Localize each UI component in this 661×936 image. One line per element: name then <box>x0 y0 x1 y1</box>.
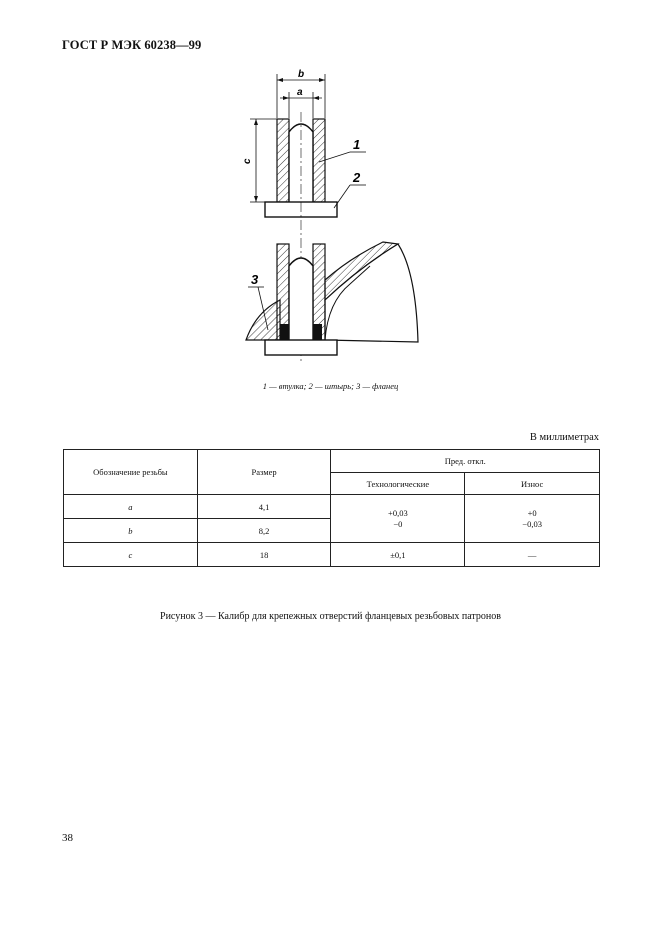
ab-wear-tolerance <box>465 495 600 543</box>
legend-number-2: 2 <box>308 381 313 391</box>
row-wear: — <box>465 543 600 567</box>
table-row <box>64 543 600 567</box>
document-header: ГОСТ Р МЭК 60238—99 <box>62 38 202 52</box>
figure-legend <box>0 381 661 391</box>
assembly-view <box>246 242 418 355</box>
legend-text-2: — штырь; <box>312 381 357 391</box>
ab-technological-tolerance <box>331 495 465 543</box>
header-size: Размер <box>197 450 331 495</box>
units-note: В миллиметрах <box>529 432 599 443</box>
callout-1 <box>319 137 366 162</box>
legend-text-1: — втулка; <box>266 381 309 391</box>
dimension-c-label: c <box>242 158 253 164</box>
ab-technological-upper: +0,03 <box>388 507 408 518</box>
table-row <box>64 495 600 519</box>
header-technological: Технологические <box>331 473 465 495</box>
header-wear: Износ <box>465 473 600 495</box>
legend-number-3: 3 <box>356 381 361 391</box>
dimension-b-label: b <box>298 69 305 80</box>
row-size: 8,2 <box>197 519 331 543</box>
row-technological: ±0,1 <box>331 543 465 567</box>
page-number: 38 <box>62 832 73 844</box>
figure-title: Рисунок 3 — Калибр для крепежных отверстий фланцевых резьбовых патронов <box>160 611 501 622</box>
row-size: 18 <box>197 543 331 567</box>
dimension-c <box>242 119 277 202</box>
row-designation: c <box>64 543 198 567</box>
gauge-drawing <box>220 62 450 362</box>
ab-wear-lower: −0,03 <box>522 518 542 529</box>
ab-wear-upper: +0 <box>527 507 537 518</box>
ab-technological-lower: −0 <box>393 518 403 529</box>
row-size: 4,1 <box>197 495 331 519</box>
legend-number-1: 1 <box>262 381 267 391</box>
callout-1-label: 1 <box>353 137 361 152</box>
callout-2 <box>334 170 366 208</box>
row-designation: b <box>64 519 198 543</box>
legend-text-3: — фланец <box>360 381 399 391</box>
header-deviation: Пред. откл. <box>331 450 600 473</box>
dimensions-table <box>63 449 600 567</box>
header-designation: Обозначение резьбы <box>64 450 198 495</box>
callout-3-label: 3 <box>251 272 259 287</box>
dimension-a-label: a <box>297 87 303 98</box>
row-designation: a <box>64 495 198 519</box>
callout-2-label: 2 <box>353 170 361 185</box>
